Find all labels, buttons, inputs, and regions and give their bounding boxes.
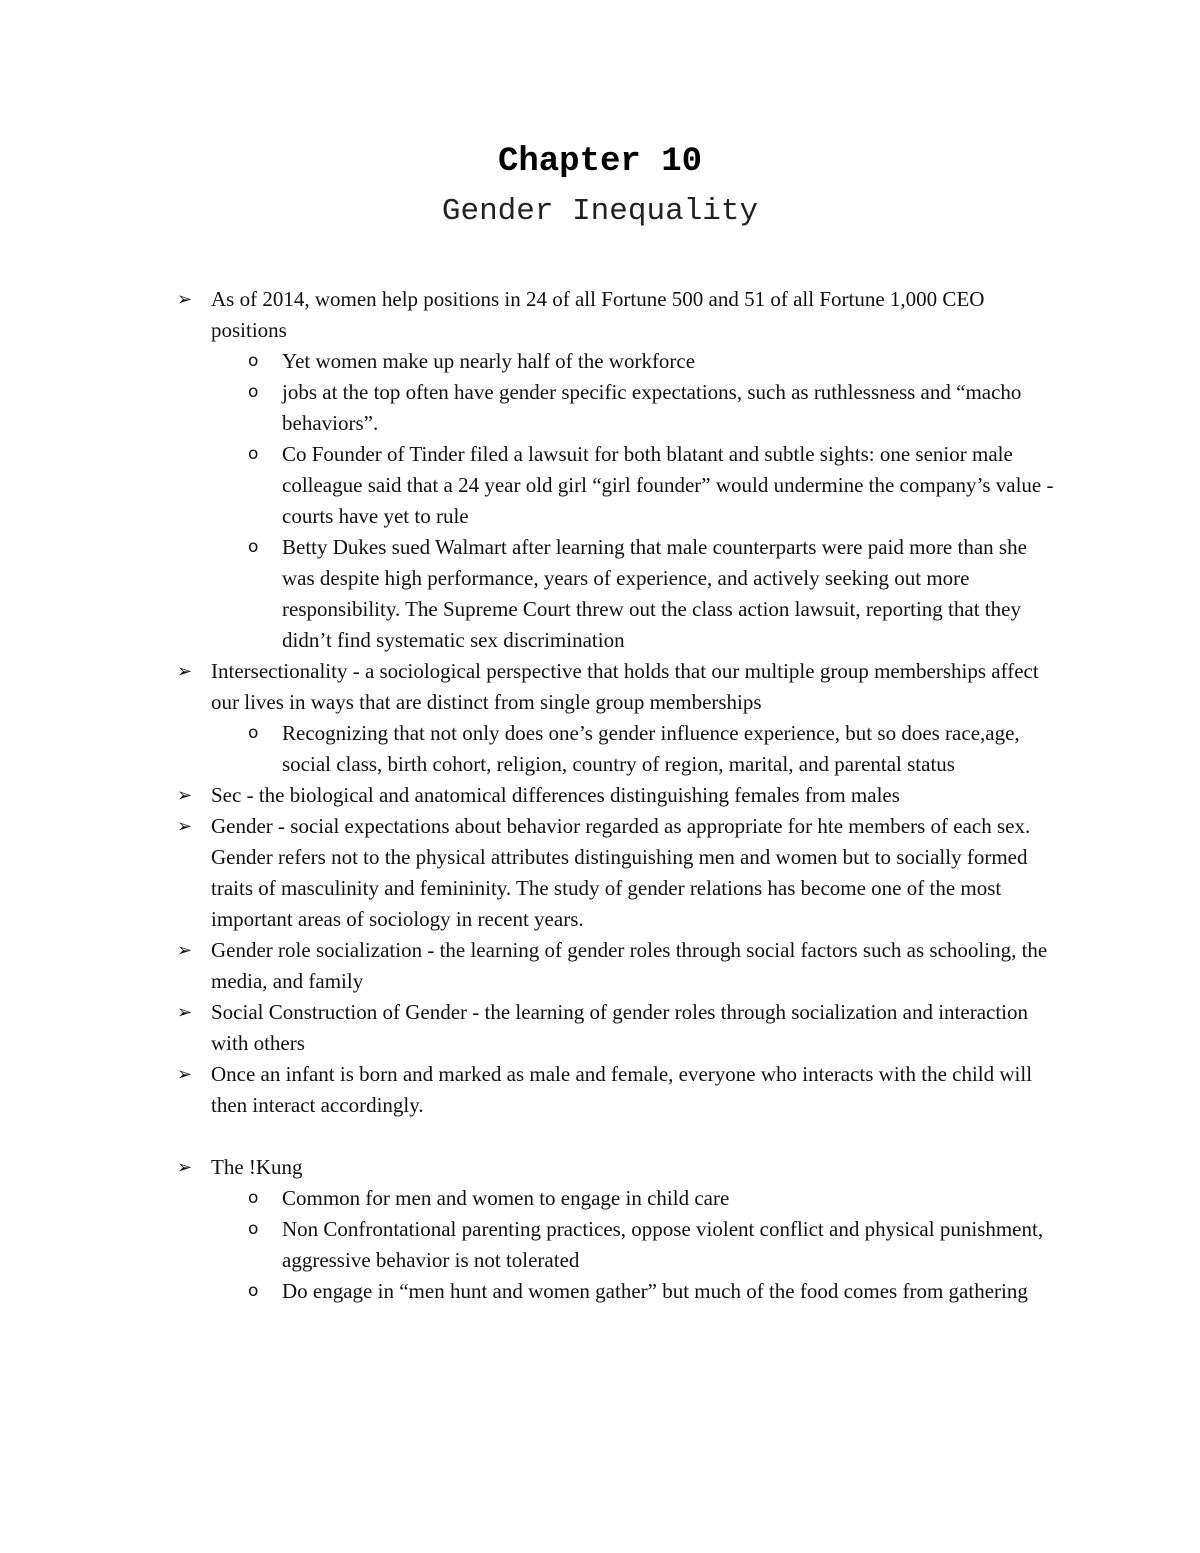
bullet-arrow-icon: ➢	[177, 289, 193, 310]
sub-list-item-text: Betty Dukes sued Walmart after learning that male counterparts were paid more than she was despite high performance, years of experience, and actively seeking out more responsibility. The Supreme Court threw out the class action lawsuit, reporting that they didn’t find systematic sex discrimination	[282, 535, 1027, 652]
page-title: Chapter 10	[497, 143, 703, 181]
sub-list-item-text: Recognizing that not only does one’s gender influence experience, but so does race,age, social class, birth cohort, religion, country of region, marital, and parental status	[282, 721, 1020, 776]
sub-list-item	[0, 718, 1057, 780]
bullet-circle-icon: o	[248, 382, 259, 402]
list-item-text: As of 2014, women help positions in 24 of all Fortune 500 and 51 of all Fortune 1,000 CEO positions	[211, 287, 985, 342]
sub-list-item-text: Yet women make up nearly half of the workforce	[282, 349, 696, 373]
blank-line	[0, 1121, 1200, 1152]
bullet-arrow-icon: ➢	[177, 816, 193, 837]
list-item	[0, 811, 1051, 935]
bullet-arrow-icon: ➢	[177, 1002, 193, 1023]
list-item-text: Intersectionality - a sociological perspective that holds that our multiple group memberships affect our lives in ways that are distinct from single group memberships	[211, 659, 1039, 714]
sub-list-item-text: jobs at the top often have gender specific expectations, such as ruthlessness and “macho behaviors”.	[282, 380, 1022, 435]
notes-list	[0, 284, 1200, 1307]
sub-list-item	[0, 377, 1057, 439]
bullet-circle-icon: o	[248, 723, 259, 743]
bullet-arrow-icon: ➢	[177, 940, 193, 961]
bullet-circle-icon: o	[248, 351, 259, 371]
bullet-circle-icon: o	[248, 444, 259, 464]
list-item-text: Sec - the biological and anatomical differences distinguishing females from males	[211, 783, 900, 807]
list-item-text: Gender role socialization - the learning of gender roles through social factors such as schooling, the media, and family	[211, 938, 1048, 993]
page-subtitle: Gender Inequality	[441, 194, 759, 229]
sub-list-item	[0, 1276, 1057, 1307]
list-item-text: Once an infant is born and marked as male and female, everyone who interacts with the child will then interact accordingly.	[211, 1062, 1033, 1117]
bullet-circle-icon: o	[248, 1219, 259, 1239]
sub-list-item	[0, 1214, 1057, 1276]
sub-list-item	[0, 1183, 1057, 1214]
sub-list-item-text: Non Confrontational parenting practices, oppose violent conflict and physical punishment, aggressive behavior is not tolerated	[282, 1217, 1044, 1272]
sub-list-item	[0, 346, 1057, 377]
sub-list-item	[0, 532, 1057, 656]
list-item	[0, 1059, 1051, 1121]
bullet-circle-icon: o	[248, 1281, 259, 1301]
bullet-arrow-icon: ➢	[177, 785, 193, 806]
sub-list-item-text: Co Founder of Tinder filed a lawsuit for both blatant and subtle sights: one senior male colleague said that a 24 year old girl “girl founder” would undermine the company’s value - courts have yet to rule	[282, 442, 1054, 528]
list-item	[0, 780, 1051, 811]
list-item	[0, 997, 1051, 1059]
bullet-arrow-icon: ➢	[177, 1064, 193, 1085]
list-item	[0, 656, 1051, 718]
list-item-text: The !Kung	[211, 1155, 303, 1179]
sub-list-item-text: Common for men and women to engage in child care	[282, 1186, 730, 1210]
bullet-circle-icon: o	[248, 1188, 259, 1208]
list-item-text: Social Construction of Gender - the learning of gender roles through socialization and interaction with others	[211, 1000, 1029, 1055]
list-item	[0, 1152, 1051, 1183]
list-item	[0, 284, 1051, 346]
list-item-text: Gender - social expectations about behavior regarded as appropriate for hte members of each sex. Gender refers not to the physical attributes distinguishing men and women but to socially formed traits of masculinity and femininity. The study of gender relations has become one of the most important areas of sociology in recent years.	[211, 814, 1031, 931]
sub-list-item	[0, 439, 1057, 532]
bullet-arrow-icon: ➢	[177, 1157, 193, 1178]
list-item	[0, 935, 1051, 997]
bullet-circle-icon: o	[248, 537, 259, 557]
sub-list-item-text: Do engage in “men hunt and women gather” but much of the food comes from gathering	[282, 1279, 1028, 1303]
bullet-arrow-icon: ➢	[177, 661, 193, 682]
